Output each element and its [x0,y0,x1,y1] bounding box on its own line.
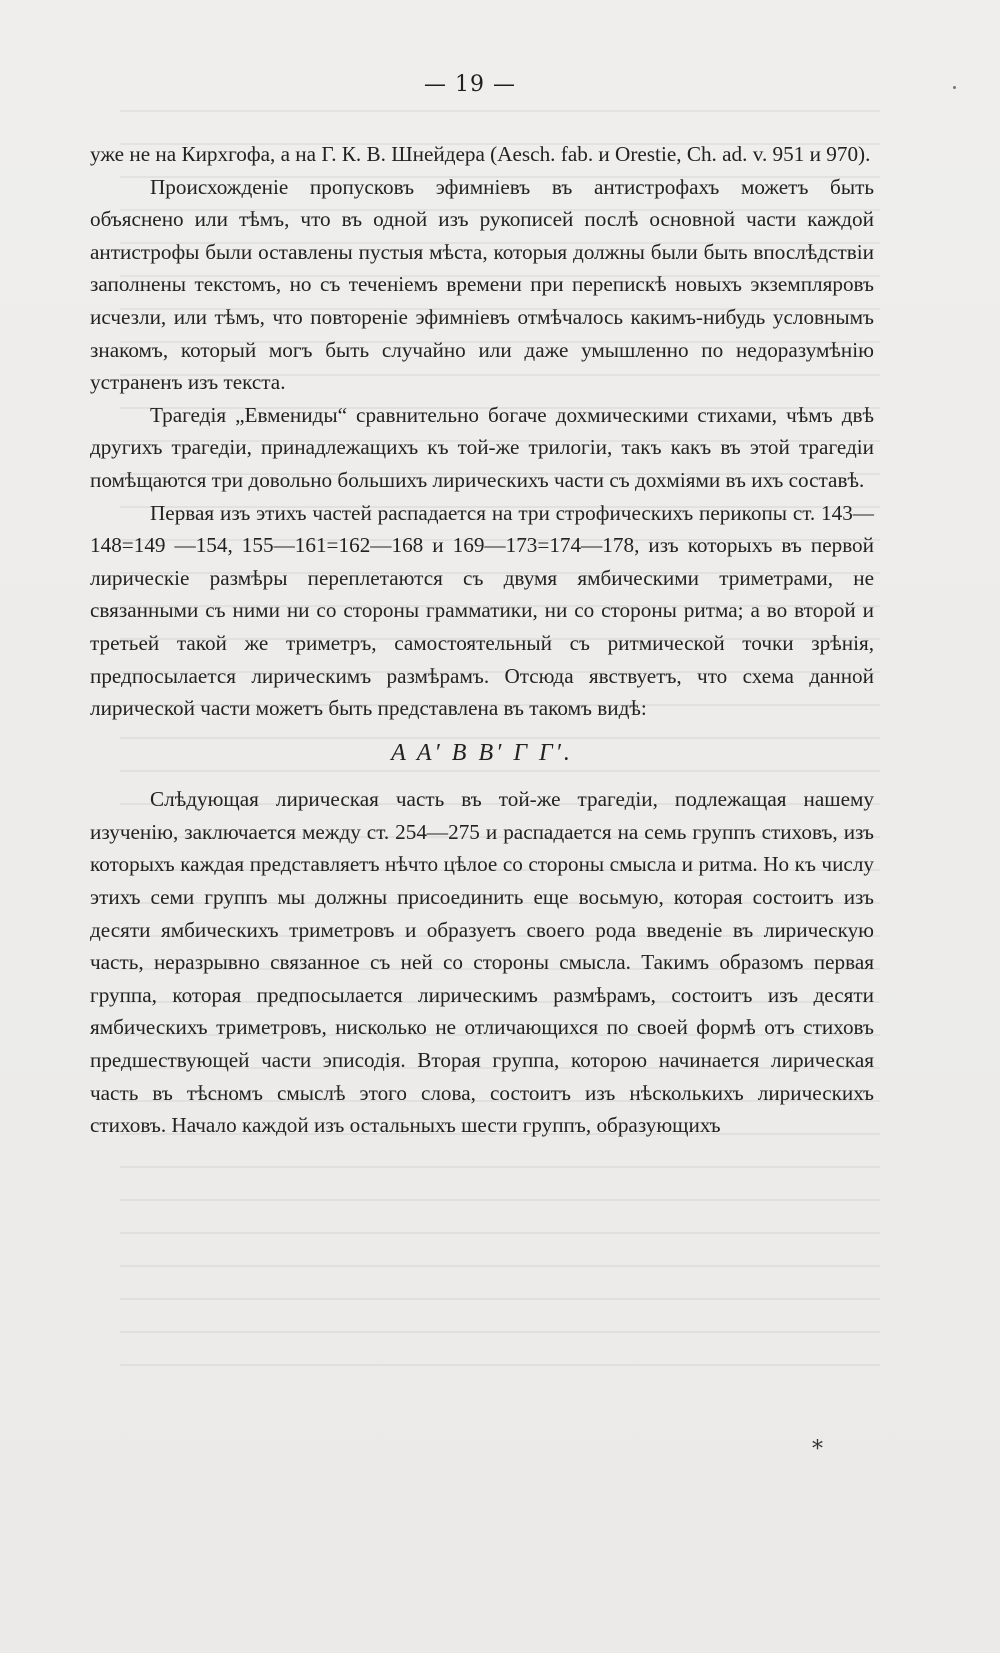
paragraph-1: уже не на Кирхгофа, а на Г. К. В. Шнейдера (Aesch. fab. и Orestie, Ch. ad. v. 951 и 970). [90,142,871,166]
paragraph-2: Происхожденіе пропусковъ эфимніевъ въ антистрофахъ можетъ быть объяснено или тѣмъ, что въ одной изъ рукописей послѣ основной части каждой антистрофы были оставлены пустыя мѣста, которыя должны были быть впослѣдствіи заполнены текстомъ, но съ теченіемъ времени при перепискѣ новыхъ экземпляровъ исчезли, или тѣмъ, что повтореніе эфимніевъ отмѣчалось какимъ-нибудь условнымъ знакомъ, который могъ быть случайно или даже умышленно по недоразумѣнію устраненъ изъ текста. [90,174,874,395]
paragraph-3: Трагедія „Евмениды“ сравнительно богаче дохмическими стихами, чѣмъ двѣ другихъ трагедіи, принадлежащихъ къ той-же трилогіи, такъ какъ въ этой трагедіи помѣщаются три довольно большихъ лирическихъ части съ дохміями въ ихъ составѣ. [90,402,874,492]
scheme-formula: A A′ B B′ Г Г′. [391,739,573,766]
paper-speck [953,86,956,89]
paragraph-4: Первая изъ этихъ частей распадается на три строфическихъ перикопы ст. 143—148=149 —154, 155—161=162—168 и 169—173=174—178, изъ которыхъ въ первой лирическіе размѣры переплетаются съ двумя ямбическими триметрами, не связанными съ ними ни со стороны грамматики, ни со стороны ритма; а во второй и третьей такой же триметръ, самостоятельный съ ритмической точки зрѣнія, предпосылается лирическимъ размѣрамъ. Отсюда явствуетъ, что схема данной лирической части можетъ быть представлена въ такомъ видѣ: [90,500,874,721]
paragraph-5: Слѣдующая лирическая часть въ той-же трагедіи, подлежащая нашему изученію, заключается между ст. 254—275 и распадается на семь группъ стиховъ, изъ которыхъ каждая представляетъ нѣчто цѣлое со стороны смысла и ритма. Но къ числу этихъ семи группъ мы должны присоединить еще восьмую, которая состоитъ изъ десяти ямбическихъ триметровъ и образуетъ своего рода введеніе въ лирическую часть, неразрывно связанное съ ней со стороны смысла. Такимъ образомъ первая группа, которая предпосылается лирическимъ размѣрамъ, состоитъ изъ десяти ямбическихъ триметровъ, нисколько не отличающихся по своей формѣ отъ стиховъ предшествующей части эписодія. Вторая группа, которою начинается лирическая часть въ тѣсномъ смыслѣ этого слова, состоитъ изъ нѣсколькихъ лирическихъ стиховъ. Начало каждой изъ остальныхъ шести группъ, образующихъ [90,787,874,1138]
page-number: — 19 — [424,72,516,97]
body-text [90,138,874,1142]
signature-mark: * [812,1437,823,1462]
